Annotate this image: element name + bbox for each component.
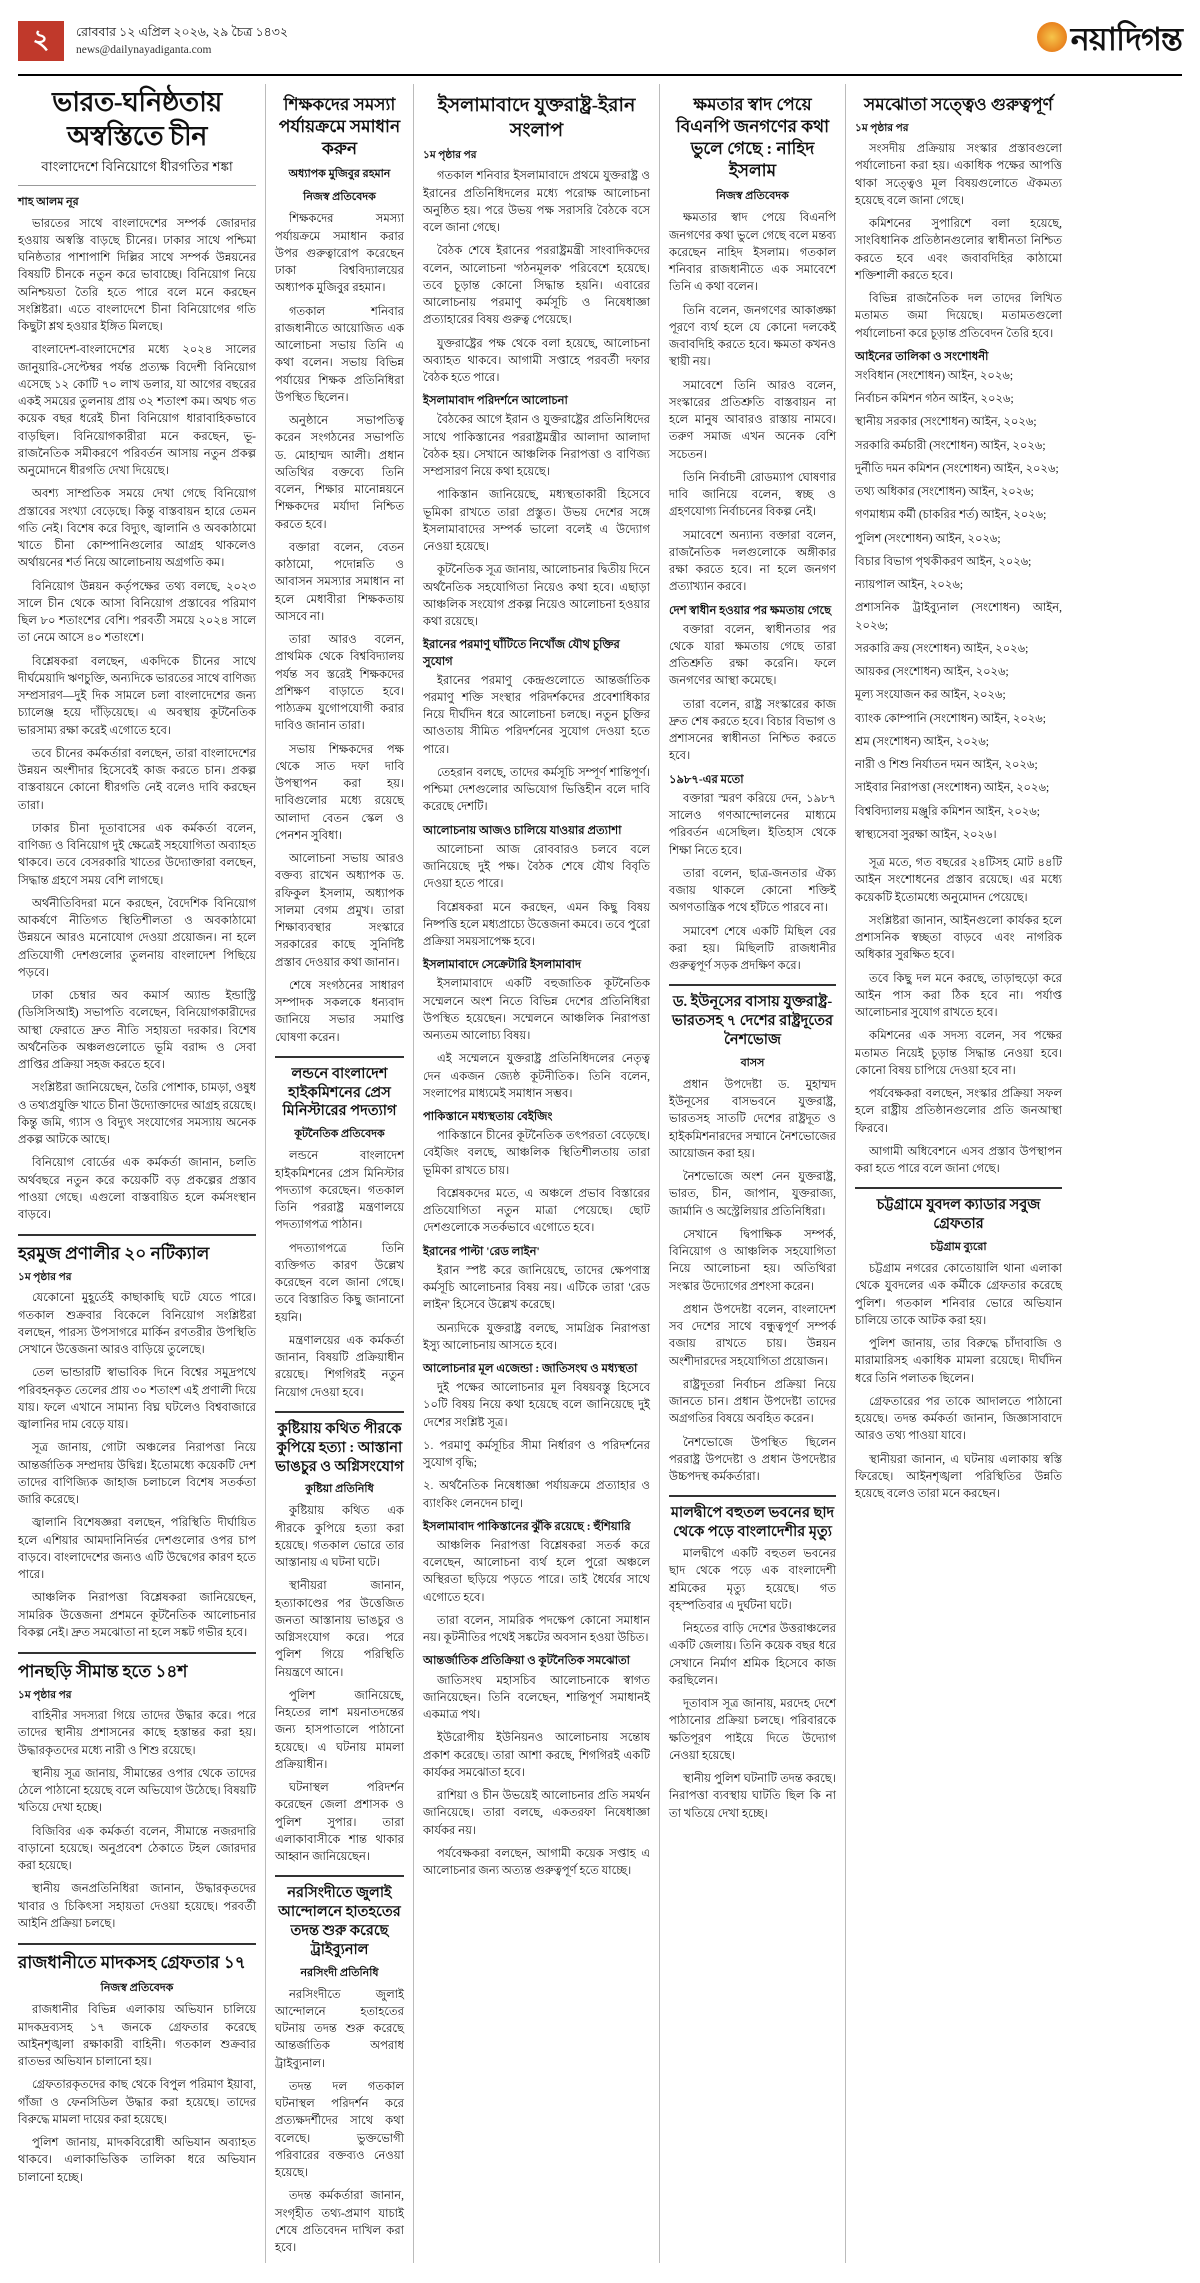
dinner-para: প্রধান উপদেষ্টা বলেন, বাংলাদেশ সব দেশের সাথে বন্ধুত্বপূর্ণ সম্পর্ক বজায় রাখতে চায়। উন্নয়ন অংশীদারদের সহযোগিতা প্রয়োজন। bbox=[669, 1303, 836, 1368]
lead-subheadline: বাংলাদেশে বিনিয়োগে ধীরগতির শঙ্কা bbox=[18, 156, 256, 186]
islamabad-para: ইরানের পরমাণু কেন্দ্রগুলোতে আন্তর্জাতিক পরমাণু শক্তি সংস্থার পরিদর্শকদের প্রবেশাধিকার নিয়ে দীর্ঘদিন ধরে আলোচনা চলছে। নতুন চুক্তির আওতায় সীমিত পরিদর্শনের সুযোগ দেওয়া হতে পারে। bbox=[423, 674, 650, 756]
lead-para: বিনিয়োগ বোর্ডের এক কর্মকর্তা জানান, চলতি অর্থবছরে নতুন করে কয়েকটি বড় প্রকল্পের প্রস্তাব পাওয়া গেছে। এগুলো বাস্তবায়িত হলে কর্মসংস্থান বাড়বে। bbox=[18, 1157, 256, 1221]
subhead-2: ইরানের পরমাণু ঘাঁটিতে নিখোঁজ যৌথ চুক্তির সুযোগ bbox=[423, 639, 620, 668]
law-list-item: আয়কর (সংশোধন) আইন, ২০২৬; bbox=[855, 666, 1009, 679]
islamabad-para: যুক্তরাষ্ট্রের পক্ষ থেকে বলা হয়েছে, আলোচনা অব্যাহত থাকবে। আগামী সপ্তাহে পরবর্তী দফার বৈঠক হতে পারে। bbox=[423, 337, 650, 385]
hormuz-para: তেল ভান্ডারটি স্বাভাবিক দিনে বিশ্বের সমুদ্রপথে পরিবহনকৃত তেলের প্রায় ৩০ শতাংশ এই প্রণালী দিয়ে যায়। ফলে এখানে সামান্য বিঘ্ন ঘটলেও বিশ্ববাজারে জ্বালানির দাম বেড়ে যায়। bbox=[18, 1367, 256, 1432]
teachers-para: সভায় শিক্ষকদের পক্ষ থেকে সাত দফা দাবি উপস্থাপন করা হয়। দাবিগুলোর মধ্যে রয়েছে আলাদা বেতন স্কেল ও পেনশন সুবিধা। bbox=[275, 743, 404, 842]
swad-para: বক্তারা বলেন, স্বাধীনতার পর থেকে যারা ক্ষমতায় গেছে তারা প্রতিশ্রুতি রক্ষা করেনি। ফলে জনগণের আস্থা কমেছে। bbox=[669, 623, 836, 688]
islamabad-list-item: ১. পরমাণু কর্মসূচির সীমা নির্ধারণ ও পরিদর্শনের সুযোগ বৃদ্ধি; bbox=[423, 1439, 650, 1470]
law-list-item: পুলিশ (সংশোধন) আইন, ২০২৬; bbox=[855, 532, 1001, 545]
lead-para: ঢাকা চেম্বার অব কমার্স অ্যান্ড ইন্ডাস্ট্রি (ডিসিসিআই) সভাপতি বলেছেন, বিনিয়োগকারীদের আস্থা ফেরাতে দ্রুত নীতি সহায়তা দরকার। বিশেষ অর্থনৈতিক অঞ্চলগুলোতে ভূমি বরাদ্দ ও সেবা প্রাপ্তির প্রক্রিয়া সহজ করতে হবে। bbox=[18, 990, 256, 1071]
dhaka-para: গ্রেফতারকৃতদের কাছ থেকে বিপুল পরিমাণ ইয়াবা, গাঁজা ও ফেনসিডিল উদ্ধার করা হয়েছে। তাদের বিরুদ্ধে মামলা দায়ের করা হয়েছে। bbox=[18, 2079, 256, 2126]
dinner-para: নৈশভোজে উপস্থিত ছিলেন পররাষ্ট্র উপদেষ্টা ও প্রধান উপদেষ্টার উচ্চপদস্থ কর্মকর্তারা। bbox=[669, 1436, 836, 1484]
law-list-item: বিশ্ববিদ্যালয় মঞ্জুরি কমিশন আইন, ২০২৬; bbox=[855, 805, 1040, 818]
teachers-para: আলোচনা সভায় আরও বক্তব্য রাখেন অধ্যাপক ড. রফিকুল ইসলাম, অধ্যাপক সালমা বেগম প্রমুখ। তারা শিক্ষাব্যবস্থার সংস্কারে সরকারের কাছে সুনির্দিষ্ট প্রস্তাব দেওয়ার কথা জানান। bbox=[275, 853, 404, 969]
jump-line: ১ম পৃষ্ঠার পর bbox=[423, 150, 477, 162]
panchari-para: বিজিবির এক কর্মকর্তা বলেন, সীমান্তে নজরদারি বাড়ানো হয়েছে। অনুপ্রবেশ ঠেকাতে টহল জোরদার করা হয়েছে। bbox=[18, 1825, 256, 1873]
law-list-item: দুর্নীতি দমন কমিশন (সংশোধন) আইন, ২০২৬; bbox=[855, 462, 1059, 475]
islamabad-para: বৈঠকের আগে ইরান ও যুক্তরাষ্ট্রের প্রতিনিধিদের সাথে পাকিস্তানের পররাষ্ট্রমন্ত্রীর আলাদা আলাদা বৈঠক হয়। সেখানে আঞ্চলিক নিরাপত্তা ও বাণিজ্য সম্প্রসারণ নিয়ে কথা হয়েছে। bbox=[423, 414, 650, 479]
islamabad-para: ইউরোপীয় ইউনিয়নও আলোচনায় সন্তোষ প্রকাশ করেছে। তারা আশা করছে, শিগগিরই একটি কার্যকর সমঝোতা হবে। bbox=[423, 1732, 650, 1779]
accord-para: কমিশনের সুপারিশে বলা হয়েছে, সাংবিধানিক প্রতিষ্ঠানগুলোর স্বাধীনতা নিশ্চিত করতে হবে এবং জবাবদিহির কাঠামো শক্তিশালী করতে হবে। bbox=[855, 218, 1062, 282]
lead-headline: ভারত-ঘনিষ্ঠতায় অস্বস্তিতে চীন bbox=[52, 87, 222, 151]
bnp-para: সমাবেশে অন্যান্য বক্তারা বলেন, রাজনৈতিক দলগুলোকে অঙ্গীকার রক্ষা করতে হবে। না হলে জনগণ প্রত্যাখ্যান করবে। bbox=[669, 529, 836, 594]
headline-london: লন্ডনে বাংলাদেশ হাইকমিশনের প্রেস মিনিস্টারের পদত্যাগ bbox=[275, 1056, 404, 1122]
islamabad-para: গতকাল শনিবার ইসলামাবাদে প্রথমে যুক্তরাষ্ট্র ও ইরানের প্রতিনিধিদলের মধ্যে পরোক্ষ আলোচনা অনুষ্ঠিত হয়। পরে উভয় পক্ষ সরাসরি বৈঠকে বসে বলে জানা গেছে। bbox=[423, 170, 650, 235]
headline-bnp: ক্ষমতার স্বাদ পেয়ে বিএনপি জনগণের কথা ভুলে গেছে : নাহিদ ইসলাম bbox=[675, 95, 830, 181]
london-para: মন্ত্রণালয়ের এক কর্মকর্তা জানান, বিষয়টি প্রক্রিয়াধীন রয়েছে। শিগগিরই নতুন নিয়োগ দেওয়া হবে। bbox=[275, 1334, 404, 1399]
islamabad-para: রাশিয়া ও চীন উভয়েই আলোচনার প্রতি সমর্থন জানিয়েছে। তারা বলছে, একতরফা নিষেধাজ্ঞা কার্যকর নয়। bbox=[423, 1790, 650, 1837]
accord-para: সংসদীয় প্রক্রিয়ায় সংস্কার প্রস্তাবগুলো পর্যালোচনা করা হয়। একাধিক পক্ষের আপত্তি থাকা সত্ত্বেও মূল বিষয়গুলোতে ঐকমত্য হয়েছে বলে জানা গেছে। bbox=[855, 143, 1062, 207]
lead-para: ভারতের সাথে বাংলাদেশের সম্পর্ক জোরদার হওয়ায় অস্বস্তি বাড়ছে চীনের। ঢাকার সাথে পশ্চিমা ঘনিষ্ঠতার পাশাপাশি দিল্লির সাথে সম্পর্ক উন্নয়নের বিষয়টি চীনকে নতুন করে ভাবাচ্ছে। বিনিয়োগ নিয়ে অনিশ্চয়তা তৈরি হতে পারে বলে মনে করছেন সংশ্লিষ্টরা। এতে বাংলাদেশে চীনা বিনিয়োগের গতি কিছুটা শ্লথ হওয়ার ইঙ্গিত মিলছে। bbox=[18, 217, 256, 333]
law-list-item: স্বাস্থ্যসেবা সুরক্ষা আইন, ২০২৬। bbox=[855, 828, 997, 841]
dhaka-para: রাজধানীর বিভিন্ন এলাকায় অভিযান চালিয়ে মাদকদ্রব্যসহ ১৭ জনকে গ্রেফতার করেছে আইনশৃঙ্খলা রক্ষাকারী বাহিনী। গতকাল শুক্রবার রাতভর অভিযান চালানো হয়। bbox=[18, 2004, 256, 2069]
subhead-9: আন্তর্জাতিক প্রতিক্রিয়া ও কূটনৈতিক সমঝোতা bbox=[423, 1655, 630, 1668]
headline-kustia: কুষ্টিয়ায় কথিত পীরকে কুপিয়ে হত্যা : আস্তানা ভাঙচুর ও অগ্নিসংযোগ bbox=[275, 1411, 404, 1477]
headline-dhaka-drugs: রাজধানীতে মাদকসহ গ্রেফতার ১৭ bbox=[18, 1943, 256, 1974]
islamabad-para: পাকিস্তানে চীনের কূটনৈতিক তৎপরতা বেড়েছে। বেইজিং বলছে, আঞ্চলিক স্থিতিশীলতায় তারা ভূমিকা রাখতে চায়। bbox=[423, 1130, 650, 1177]
hormuz-para: যেকোনো মুহূর্তেই কাছাকাছি ঘটে যেতে পারে। গতকাল শুক্রবার বিকেলে বিনিয়োগ সংশ্লিষ্টরা বলছেন, পারস্য উপসাগরে মার্কিন রণতরীর উপস্থিতি সেখানে উত্তেজনা আরও বাড়িয়ে তুলেছে। bbox=[18, 1292, 256, 1357]
jump-line: ১ম পৃষ্ঠার পর bbox=[855, 123, 909, 135]
lead-para: বিনিয়োগ উন্নয়ন কর্তৃপক্ষের তথ্য বলছে, ২০২৩ সালে চীন থেকে আসা বিনিয়োগ প্রস্তাবের পরিমাণ ছিল ৮০ শতাংশের বেশি। পরবর্তী সময়ে ২০২৪ সালে তা নেমে আসে ৪০ শতাংশে। bbox=[18, 580, 256, 645]
narsingdi-byline: নরসিংদী প্রতিনিধি bbox=[300, 1966, 379, 1979]
y1987-para: সমাবেশ শেষে একটি মিছিল বের করা হয়। মিছিলটি রাজধানীর গুরুত্বপূর্ণ সড়ক প্রদক্ষিণ করে। bbox=[669, 925, 836, 973]
accord-para: পর্যবেক্ষকরা বলছেন, সংস্কার প্রক্রিয়া সফল হলে রাষ্ট্রীয় প্রতিষ্ঠানগুলোর প্রতি জনআস্থা ফিরবে। bbox=[855, 1088, 1062, 1135]
y1987-para: বক্তারা স্মরণ করিয়ে দেন, ১৯৮৭ সালেও গণআন্দোলনের মাধ্যমে পরিবর্তন এসেছিল। ইতিহাস থেকে শিক্ষা নিতে হবে। bbox=[669, 792, 836, 857]
headline-accord: সমঝোতা সত্ত্বেও গুরুত্বপূর্ণ bbox=[864, 95, 1053, 114]
column-3 bbox=[414, 84, 660, 2263]
dateline: রোববার ১২ এপ্রিল ২০২৬, ২৯ চৈত্র ১৪৩২ bbox=[76, 25, 289, 39]
law-list-item: সংবিধান (সংশোধন) আইন, ২০২৬; bbox=[855, 369, 1014, 382]
dinner-para: সেখানে দ্বিপাক্ষিক সম্পর্ক, বিনিয়োগ ও আঞ্চলিক সহযোগিতা নিয়ে আলোচনা হয়। অতিথিরা সংস্কার উদ্যোগের প্রশংসা করেন। bbox=[669, 1228, 836, 1293]
law-list-item: সাইবার নিরাপত্তা (সংশোধন) আইন, ২০২৬; bbox=[855, 782, 1050, 795]
headline-islamabad: ইসলামাবাদে যুক্তরাষ্ট্র-ইরান সংলাপ bbox=[437, 95, 636, 141]
ctg-para: গ্রেফতারের পর তাকে আদালতে পাঠানো হয়েছে। তদন্ত কর্মকর্তা জানান, জিজ্ঞাসাবাদে আরও তথ্য পাওয়া যাবে। bbox=[855, 1395, 1062, 1443]
islamabad-para: আলোচনা আজ রোববারও চলবে বলে জানিয়েছে দুই পক্ষ। বৈঠক শেষে যৌথ বিবৃতি দেওয়া হতে পারে। bbox=[423, 843, 650, 891]
law-list-item: স্থানীয় সরকার (সংশোধন) আইন, ২০২৬; bbox=[855, 416, 1037, 429]
kustia-para: পুলিশ জানিয়েছে, নিহতের লাশ ময়নাতদন্তের জন্য হাসপাতালে পাঠানো হয়েছে। এ ঘটনায় মামলা প্রক্রিয়াধীন। bbox=[275, 1689, 404, 1771]
law-list-item: নির্বাচন কমিশন গঠন আইন, ২০২৬; bbox=[855, 393, 1014, 406]
lead-para: অর্থনীতিবিদরা মনে করছেন, বৈদেশিক বিনিয়োগ আকর্ষণে নীতিগত স্থিতিশীলতা ও অবকাঠামো উন্নয়নে আরও মনোযোগ দেওয়া প্রয়োজন। না হলে প্রতিযোগী দেশগুলোর তুলনায় বাংলাদেশ পিছিয়ে পড়বে। bbox=[18, 897, 256, 979]
dhaka-para: পুলিশ জানায়, মাদকবিরোধী অভিযান অব্যাহত থাকবে। এলাকাভিত্তিক তালিকা ধরে অভিযান চালানো হচ্ছে। bbox=[18, 2137, 256, 2184]
accord-para: কমিশনের এক সদস্য বলেন, সব পক্ষের মতামত নিয়েই চূড়ান্ত সিদ্ধান্ত নেওয়া হবে। কোনো বিষয় চাপিয়ে দেওয়া হবে না। bbox=[855, 1030, 1062, 1077]
london-para: পদত্যাগপত্রে তিনি ব্যক্তিগত কারণ উল্লেখ করেছেন বলে জানা গেছে। তবে বিস্তারিত কিছু জানানো হয়নি। bbox=[275, 1242, 404, 1324]
column-5 bbox=[846, 84, 1062, 2263]
teachers-subhead: অধ্যাপক মুজিবুর রহমান bbox=[288, 168, 391, 181]
masthead-dateline-block bbox=[76, 23, 288, 59]
islamabad-para: ইসলামাবাদে একটি বহুজাতিক কূটনৈতিক সম্মেলনে অংশ নিতে বিভিন্ন দেশের প্রতিনিধিরা উপস্থিত হয়েছেন। সম্মেলনে আঞ্চলিক নিরাপত্তা অন্যতম আলোচ্য বিষয়। bbox=[423, 978, 650, 1043]
subhead-1: ইসলামাবাদ পরিদর্শনে আলোচনা bbox=[423, 395, 568, 408]
dinner-para: প্রধান উপদেষ্টা ড. মুহাম্মদ ইউনূসের বাসভবনে যুক্তরাষ্ট্র, ভারতসহ সাতটি দেশের রাষ্ট্রদূত ও হাইকমিশনারদের সম্মানে নৈশভোজের আয়োজন করা হয়। bbox=[669, 1078, 836, 1160]
masthead bbox=[18, 14, 1182, 76]
teachers-byline: নিজস্ব প্রতিবেদক bbox=[303, 191, 376, 204]
dinner-para: নৈশভোজে অংশ নেন যুক্তরাষ্ট্র, ভারত, চীন, জাপান, যুক্তরাজ্য, জার্মানি ও অস্ট্রেলিয়ার প্রতিনিধিরা। bbox=[669, 1171, 836, 1218]
lead-byline: শাহ আলম নূর bbox=[18, 195, 79, 208]
islamabad-para: তেহরান বলছে, তাদের কর্মসূচি সম্পূর্ণ শান্তিপূর্ণ। পশ্চিমা দেশগুলোর অভিযোগ ভিত্তিহীন বলে দাবি করেছে দেশটি। bbox=[423, 766, 650, 814]
subhead-7: আলোচনার মূল এজেন্ডা : জাতিসংঘ ও মধ্যস্থতা bbox=[423, 1363, 638, 1376]
panchari-para: স্থানীয় সূত্র জানায়, সীমান্তের ওপার থেকে তাদের ঠেলে পাঠানো হয়েছে বলে অভিযোগ উঠেছে। বিষয়টি খতিয়ে দেখা হচ্ছে। bbox=[18, 1767, 256, 1815]
subhead-4: ইসলামাবাদে সেক্রেটারি ইসলামাবাদ bbox=[423, 959, 582, 972]
teachers-para: অনুষ্ঠানে সভাপতিত্ব করেন সংগঠনের সভাপতি ড. মোহাম্মদ আলী। প্রধান অতিথির বক্তব্যে তিনি বলেন, শিক্ষার মানোন্নয়নে শিক্ষকদের মর্যাদা নিশ্চিত করতে হবে। bbox=[275, 415, 404, 531]
teachers-para: বক্তারা বলেন, বেতন কাঠামো, পদোন্নতি ও আবাসন সমস্যার সমাধান না হলে মেধাবীরা শিক্ষকতায় আসবে না। bbox=[275, 541, 404, 623]
headline-ctg: চট্টগ্রামে যুবদল ক্যাডার সবুজ গ্রেফতার bbox=[855, 1187, 1062, 1234]
law-list-item: ব্যাংক কোম্পানি (সংশোধন) আইন, ২০২৬; bbox=[855, 712, 1046, 725]
headline-maldives: মালদ্বীপে বহুতল ভবনের ছাদ থেকে পড়ে বাংলাদেশীর মৃত্যু bbox=[669, 1495, 836, 1542]
headline-panchari: পানছড়ি সীমান্ত হতে ১৪শ bbox=[18, 1652, 256, 1683]
lead-para: ঢাকার চীনা দূতাবাসের এক কর্মকর্তা বলেন, বাণিজ্য ও বিনিয়োগ দুই ক্ষেত্রেই সহযোগিতা অব্যাহত থাকবে। তবে বেসরকারি খাতের উদ্যোক্তারা বলছেন, সিদ্ধান্ত গ্রহণে সময় বেশি লাগছে। bbox=[18, 822, 256, 887]
accord-para: সূত্র মতে, গত বছরের ২৪টিসহ মোট ৪৪টি আইন সংশোধনের প্রস্তাব রয়েছে। এর মধ্যে কয়েকটি ইতোমধ্যে অনুমোদন পেয়েছে। bbox=[855, 857, 1062, 904]
page-number-badge: ২ bbox=[18, 21, 64, 61]
law-list-item: মূল্য সংযোজন কর আইন, ২০২৬; bbox=[855, 689, 1006, 702]
headline-narsingdi: নরসিংদীতে জুলাই আন্দোলনে হাতহতের তদন্ত শুরু করেছে ট্রাইব্যুনাল bbox=[275, 1875, 404, 1959]
subhead-1987: ১৯৮৭-এর মতো bbox=[669, 773, 744, 786]
islamabad-para: কূটনৈতিক সূত্র জানায়, আলোচনার দ্বিতীয় দিনে অর্থনৈতিক সহযোগিতা নিয়েও কথা হবে। এছাড়া আঞ্চলিক সংযোগ প্রকল্প নিয়েও আলোচনা হওয়ার কথা রয়েছে। bbox=[423, 564, 650, 629]
subhead-swad: দেশ স্বাধীন হওয়ার পর ক্ষমতায় গেছে bbox=[669, 604, 832, 617]
law-list-item: প্রশাসনিক ট্রাইব্যুনাল (সংশোধন) আইন, ২০২৬; bbox=[855, 602, 1062, 632]
teachers-para: গতকাল শনিবার রাজধানীতে আয়োজিত এক আলোচনা সভায় তিনি এ কথা বলেন। সভায় বিভিন্ন পর্যায়ের শিক্ষক প্রতিনিধিরা উপস্থিত ছিলেন। bbox=[275, 305, 404, 404]
islamabad-list-item: ২. অর্থনৈতিক নিষেধাজ্ঞা পর্যায়ক্রমে প্রত্যাহার ও ব্যাংকিং লেনদেন চালু। bbox=[423, 1480, 650, 1510]
maldives-para: দূতাবাস সূত্র জানায়, মরদেহ দেশে পাঠানোর প্রক্রিয়া চলছে। পরিবারকে ক্ষতিপূরণ পাইয়ে দিতে উদ্যোগ নেওয়া হয়েছে। bbox=[669, 1698, 836, 1762]
law-list-item: ন্যায়পাল আইন, ২০২৬; bbox=[855, 579, 964, 592]
jump-line: ১ম পৃষ্ঠার পর bbox=[18, 1690, 72, 1702]
islamabad-para: জাতিসংঘ মহাসচিব আলোচনাকে স্বাগত জানিয়েছেন। তিনি বলেছেন, শান্তিপূর্ণ সমাধানই একমাত্র পথ। bbox=[423, 1674, 650, 1722]
bnp-para: সমাবেশে তিনি আরও বলেন, সংস্কারের প্রতিশ্রুতি বাস্তবায়ন না হলে মানুষ আবারও রাস্তায় নামবে। তরুণ সমাজ এখন অনেক বেশি সচেতন। bbox=[669, 379, 836, 461]
lead-para: সংশ্লিষ্টরা জানিয়েছেন, তৈরি পোশাক, চামড়া, ওষুধ ও তথ্যপ্রযুক্তি খাতে চীনা উদ্যোক্তাদের আগ্রহ রয়েছে। কিন্তু জমি, গ্যাস ও বিদ্যুৎ সংযোগের সমস্যায় অনেক প্রকল্প আটকে আছে। bbox=[18, 1082, 256, 1146]
bnp-para: তিনি নির্বাচনী রোডম্যাপ ঘোষণার দাবি জানিয়ে বলেন, স্বচ্ছ ও গ্রহণযোগ্য নির্বাচনের বিকল্প নেই। bbox=[669, 471, 836, 519]
subhead-6: ইরানের পাল্টা 'রেড লাইন' bbox=[423, 1245, 540, 1258]
kustia-para: স্থানীয়রা জানান, হত্যাকাণ্ডের পর উত্তেজিত জনতা আস্তানায় ভাঙচুর ও অগ্নিসংযোগ করে। পরে পুলিশ গিয়ে পরিস্থিতি নিয়ন্ত্রণে আনে। bbox=[275, 1580, 404, 1679]
london-byline: কূটনৈতিক প্রতিবেদক bbox=[294, 1128, 385, 1141]
islamabad-para: তারা বলেন, সামরিক পদক্ষেপ কোনো সমাধান নয়। কূটনীতির পথেই সঙ্কটের অবসান হওয়া উচিত। bbox=[423, 1614, 650, 1645]
ctg-para: স্থানীয়রা জানান, এ ঘটনায় এলাকায় স্বস্তি ফিরেছে। আইনশৃঙ্খলা পরিস্থিতির উন্নতি হয়েছে বলেও তারা মনে করছেন। bbox=[855, 1453, 1062, 1501]
islamabad-para: অন্যদিকে যুক্তরাষ্ট্র বলছে, সামগ্রিক নিরাপত্তা ইস্যু আলোচনায় আসতে হবে। bbox=[423, 1322, 650, 1352]
hormuz-para: আঞ্চলিক নিরাপত্তা বিশ্লেষকরা জানিয়েছেন, সামরিক উত্তেজনা প্রশমনে কূটনৈতিক আলোচনার বিকল্প নেই। দ্রুত সমঝোতা না হলে সঙ্কট গভীর হবে। bbox=[18, 1592, 256, 1639]
islamabad-para: আঞ্চলিক নিরাপত্তা বিশ্লেষকরা সতর্ক করে বলেছেন, আলোচনা ব্যর্থ হলে পুরো অঞ্চলে অস্থিরতা ছড়িয়ে পড়তে পারে। তাই ধৈর্যের সাথে এগোতে হবে। bbox=[423, 1539, 650, 1604]
teachers-para: শিক্ষকদের সমস্যা পর্যায়ক্রমে সমাধান করার উপর গুরুত্বারোপ করেছেন ঢাকা বিশ্ববিদ্যালয়ের অধ্যাপক মুজিবুর রহমান। bbox=[275, 213, 404, 295]
dinner-byline: বাসস bbox=[740, 1056, 765, 1069]
publication-title: নয়াদিগন্ত bbox=[1070, 21, 1182, 57]
law-list-item: সরকারি কর্মচারী (সংশোধন) আইন, ২০২৬; bbox=[855, 439, 1046, 452]
maldives-para: মালদ্বীপে একটি বহুতল ভবনের ছাদ থেকে পড়ে এক বাংলাদেশী শ্রমিকের মৃত্যু হয়েছে। গত বৃহস্পতিবার এ দুর্ঘটনা ঘটে। bbox=[669, 1548, 836, 1612]
law-list-item: নারী ও শিশু নির্যাতন দমন আইন, ২০২৬; bbox=[855, 759, 1038, 772]
dhaka-byline: নিজস্ব প্রতিবেদক bbox=[100, 1982, 174, 1995]
lead-para: বাংলাদেশ-বাংলাদেশের মধ্যে ২০২৪ সালের জানুয়ারি-সেপ্টেম্বর পর্যন্ত প্রত্যক্ষ বিদেশী বিনিয়োগ এসেছে ১২ কোটি ৭০ লাখ ডলার, যা আগের বছরের একই সময়ের তুলনায় প্রায় ৩২ শতাংশ কম। অথচ গত কয়েক বছর ধরেই চীনা বিনিয়োগ ধারাবাহিকভাবে বাড়ছিল। বিনিয়োগকারীরা মনে করছেন, ভূ-রাজনৈতিক সমীকরণে পরিবর্তন আসায় নতুন প্রকল্প অনুমোদনে ধীরগতি দেখা দিয়েছে। bbox=[18, 344, 256, 477]
subhead-8: ইসলামাবাদ পাকিস্তানের ঝুঁকি রয়েছে : হুঁশিয়ারি bbox=[423, 1520, 631, 1533]
accord-para: আগামী অধিবেশনে এসব প্রস্তাব উপস্থাপন করা হতে পারে বলে জানা গেছে। bbox=[855, 1145, 1062, 1176]
islamabad-para: ইরান স্পষ্ট করে জানিয়েছে, তাদের ক্ষেপণাস্ত্র কর্মসূচি আলোচনার বিষয় নয়। এটিকে তারা 'রেড লাইন' হিসেবে উল্লেখ করেছে। bbox=[423, 1264, 650, 1312]
headline-dinner: ড. ইউনূসের বাসায় যুক্তরাষ্ট্র-ভারতসহ ৭ দেশের রাষ্ট্রদূতের নৈশভোজ bbox=[669, 984, 836, 1050]
panchari-para: বাহিনীর সদস্যরা গিয়ে তাদের উদ্ধার করে। পরে তাদের স্থানীয় প্রশাসনের কাছে হস্তান্তর করা হয়। উদ্ধারকৃতদের মধ্যে নারী ও শিশু রয়েছে। bbox=[18, 1710, 256, 1757]
panchari-para: স্থানীয় জনপ্রতিনিধিরা জানান, উদ্ধারকৃতদের খাবার ও চিকিৎসা সহায়তা দেওয়া হয়েছে। পরবর্তী আইনি প্রক্রিয়া চলছে। bbox=[18, 1883, 256, 1930]
kustia-para: ঘটনাস্থল পরিদর্শন করেছেন জেলা প্রশাসক ও পুলিশ সুপার। তারা এলাকাবাসীকে শান্ত থাকার আহ্বান জানিয়েছেন। bbox=[275, 1782, 404, 1864]
ctg-byline: চট্টগ্রাম ব্যুরো bbox=[930, 1241, 987, 1254]
law-list-item: গণমাধ্যম কর্মী (চাকরির শর্ত) আইন, ২০২৬; bbox=[855, 509, 1047, 522]
ctg-para: পুলিশ জানায়, তার বিরুদ্ধে চাঁদাবাজি ও মারামারিসহ একাধিক মামলা রয়েছে। দীর্ঘদিন ধরে তিনি পলাতক ছিলেন। bbox=[855, 1338, 1062, 1385]
law-list-item: তথ্য অধিকার (সংশোধন) আইন, ২০২৬; bbox=[855, 486, 1034, 499]
swad-para: তারা বলেন, রাষ্ট্র সংস্কারের কাজ দ্রুত শেষ করতে হবে। বিচার বিভাগ ও প্রশাসনের স্বাধীনতা নিশ্চিত করতে হবে। bbox=[669, 698, 836, 763]
accord-para: তবে কিছু দল মনে করছে, তাড়াহুড়ো করে আইন পাস করা ঠিক হবে না। পর্যাপ্ত আলোচনার সুযোগ রাখতে হবে। bbox=[855, 972, 1062, 1020]
dinner-para: রাষ্ট্রদূতরা নির্বাচন প্রক্রিয়া নিয়ে জানতে চান। প্রধান উপদেষ্টা তাদের অগ্রগতির বিষয়ে অবহিত করেন। bbox=[669, 1378, 836, 1426]
islamabad-list-intro: দুই পক্ষের আলোচনার মূল বিষয়বস্তু হিসেবে ১০টি বিষয় নিয়ে কথা হয়েছে বলে জানিয়েছে দুই দেশের সংশ্লিষ্ট সূত্র। bbox=[423, 1382, 650, 1429]
law-list-item: শ্রম (সংশোধন) আইন, ২০২৬; bbox=[855, 735, 989, 748]
hormuz-para: সূত্র জানায়, গোটা অঞ্চলের নিরাপত্তা নিয়ে আন্তর্জাতিক সম্প্রদায় উদ্বিগ্ন। ইতোমধ্যে কয়েকটি দেশ তাদের বাণিজ্যিক জাহাজ চলাচলে বিশেষ সতর্কতা জারি করেছে। bbox=[18, 1442, 256, 1507]
narsingdi-para: নরসিংদীতে জুলাই আন্দোলনে হতাহতের ঘটনায় তদন্ত শুরু করেছে আন্তর্জাতিক অপরাধ ট্রাইব্যুনাল। bbox=[275, 1988, 404, 2070]
teachers-para: তারা আরও বলেন, প্রাথমিক থেকে বিশ্ববিদ্যালয় পর্যন্ত সব স্তরেই শিক্ষকদের প্রশিক্ষণ বাড়াতে হবে। পাঠ্যক্রম যুগোপযোগী করার দাবিও জানান তারা। bbox=[275, 634, 404, 733]
london-para: লন্ডনে বাংলাদেশ হাইকমিশনের প্রেস মিনিস্টার পদত্যাগ করেছেন। গতকাল তিনি পররাষ্ট্র মন্ত্রণালয়ে পদত্যাগপত্র পাঠান। bbox=[275, 1150, 404, 1232]
kustia-para: কুষ্টিয়ায় কথিত এক পীরকে কুপিয়ে হত্যা করা হয়েছে। গতকাল ভোরে তার আস্তানায় এ ঘটনা ঘটে। bbox=[275, 1505, 404, 1570]
lead-para: অবশ্য সাম্প্রতিক সময়ে দেখা গেছে বিনিয়োগ প্রস্তাবের সংখ্যা বেড়েছে। কিন্তু বাস্তবায়ন হারে তেমন গতি নেই। বিশেষ করে বিদ্যুৎ, জ্বালানি ও অবকাঠামো খাতে চীনা কোম্পানিগুলোর আগ্রহ থাকলেও অর্থায়নের শর্ত নিয়ে আলোচনায় অগ্রগতি কম। bbox=[18, 488, 256, 570]
accord-para: সংশ্লিষ্টরা জানান, আইনগুলো কার্যকর হলে প্রশাসনিক স্বচ্ছতা বাড়বে এবং নাগরিক অধিকার সুরক্ষিত হবে। bbox=[855, 914, 1062, 962]
islamabad-para: বিশ্লেষকদের মতে, এ অঞ্চলে প্রভাব বিস্তারের প্রতিযোগিতা নতুন মাত্রা পেয়েছে। ছোট দেশগুলোকে সতর্কভাবে এগোতে হবে। bbox=[423, 1187, 650, 1235]
islamabad-para: বিশ্লেষকরা মনে করছেন, এমন কিছু বিষয় নিষ্পত্তি হলে মধ্যপ্রাচ্যে উত্তেজনা কমবে। তবে পুরো প্রক্রিয়া সময়সাপেক্ষ হবে। bbox=[423, 901, 650, 948]
bnp-para: তিনি বলেন, জনগণের আকাঙ্ক্ষা পূরণে ব্যর্থ হলে যে কোনো দলকেই জবাবদিহি করতে হবে। ক্ষমতা কখনও স্থায়ী নয়। bbox=[669, 304, 836, 369]
column-2 bbox=[266, 84, 414, 2263]
maldives-para: নিহতের বাড়ি দেশের উত্তরাঞ্চলের একটি জেলায়। তিনি কয়েক বছর ধরে সেখানে নির্মাণ শ্রমিক হিসেবে কাজ করছিলেন। bbox=[669, 1623, 836, 1687]
law-list-item: সরকারি ক্রয় (সংশোধন) আইন, ২০২৬; bbox=[855, 642, 1029, 655]
ctg-para: চট্টগ্রাম নগরের কোতোয়ালি থানা এলাকা থেকে যুবদলের এক কর্মীকে গ্রেফতার করেছে পুলিশ। গতকাল শনিবার ভোরে অভিযান চালিয়ে তাকে আটক করা হয়। bbox=[855, 1263, 1062, 1327]
lead-para: বিশ্লেষকরা বলছেন, একদিকে চীনের সাথে দীর্ঘমেয়াদি ঋণচুক্তি, অন্যদিকে ভারতের সাথে বাণিজ্য সম্প্রসারণ—দুই দিক সামলে চলা বাংলাদেশের জন্য চ্যালেঞ্জ হয়ে দাঁড়িয়েছে। এ অবস্থায় কূটনৈতিক ভারসাম্য রক্ষা করেই এগোতে হবে। bbox=[18, 655, 256, 737]
law-list-item: বিচার বিভাগ পৃথকীকরণ আইন, ২০২৬; bbox=[855, 555, 1032, 568]
islamabad-para: বৈঠক শেষে ইরানের পররাষ্ট্রমন্ত্রী সাংবাদিকদের বলেন, আলোচনা 'গঠনমূলক' পরিবেশে হয়েছে। তবে চূড়ান্ত কোনো সিদ্ধান্ত হয়নি। এবারের আলোচনায় পরমাণু কর্মসূচি ও নিষেধাজ্ঞা প্রত্যাহারের বিষয় গুরুত্ব পেয়েছে। bbox=[423, 245, 650, 327]
islamabad-para: পাকিস্তান জানিয়েছে, মধ্যস্থতাকারী হিসেবে ভূমিকা রাখতে তারা প্রস্তুত। উভয় দেশের সঙ্গে ইসলামাবাদের সম্পর্ক ভালো বলেই এ উদ্যোগ নেওয়া হয়েছে। bbox=[423, 489, 650, 554]
bnp-para: ক্ষমতার স্বাদ পেয়ে বিএনপি জনগণের কথা ভুলে গেছে বলে মন্তব্য করেছেন নাহিদ ইসলাম। গতকাল শনিবার রাজধানীতে এক সমাবেশে তিনি এ কথা বলেন। bbox=[669, 212, 836, 294]
teachers-para: শেষে সংগঠনের সাধারণ সম্পাদক সকলকে ধন্যবাদ জানিয়ে সভার সমাপ্তি ঘোষণা করেন। bbox=[275, 979, 404, 1044]
hormuz-para: জ্বালানি বিশেষজ্ঞরা বলছেন, পরিস্থিতি দীর্ঘায়িত হলে এশিয়ার আমদানিনির্ভর দেশগুলোর ওপর চাপ বাড়বে। বাংলাদেশের জন্যও এটি উদ্বেগের কারণ হতে পারে। bbox=[18, 1517, 256, 1582]
narsingdi-para: তদন্ত কর্মকর্তারা জানান, সংগৃহীত তথ্য-প্রমাণ যাচাই শেষে প্রতিবেদন দাখিল করা হবে। bbox=[275, 2190, 404, 2255]
narsingdi-para: তদন্ত দল গতকাল ঘটনাস্থল পরিদর্শন করে প্রত্যক্ষদর্শীদের সাথে কথা বলেছে। ভুক্তভোগী পরিবারের বক্তব্যও নেওয়া হয়েছে। bbox=[275, 2080, 404, 2180]
kustia-byline: কুষ্টিয়া প্রতিনিধি bbox=[305, 1483, 374, 1496]
islamabad-para: পর্যবেক্ষকরা বলছেন, আগামী কয়েক সপ্তাহ এ আলোচনার জন্য অত্যন্ত গুরুত্বপূর্ণ হতে যাচ্ছে। bbox=[423, 1847, 650, 1878]
lead-para: তবে চীনের কর্মকর্তারা বলছেন, তারা বাংলাদেশের উন্নয়ন অংশীদার হিসেবেই কাজ করতে চান। প্রকল্প বাস্তবায়নে কোনো ধীরগতি নেই বলেও দাবি করছেন তারা। bbox=[18, 747, 256, 812]
contact-email: news@dailynayadiganta.com bbox=[76, 43, 212, 56]
headline-teachers: শিক্ষকদের সমস্যা পর্যায়ক্রমে সমাধান করুন bbox=[278, 95, 401, 159]
masthead-logo bbox=[1037, 14, 1182, 68]
subhead-5: পাকিস্তানে মধ্যস্থতায় বেইজিং bbox=[423, 1111, 553, 1124]
bnp-byline: নিজস্ব প্রতিবেদক bbox=[716, 190, 789, 203]
jump-line: ১ম পৃষ্ঠার পর bbox=[18, 1272, 72, 1284]
subhead-laws: আইনের তালিকা ও সংশোধনী bbox=[855, 350, 989, 363]
islamabad-para: এই সম্মেলনে যুক্তরাষ্ট্র প্রতিনিধিদলের নেতৃত্ব দেন একজন জ্যেষ্ঠ কূটনীতিক। তিনি বলেন, সংলাপের মাধ্যমেই সমাধান সম্ভব। bbox=[423, 1053, 650, 1100]
y1987-para: তারা বলেন, ছাত্র-জনতার ঐক্য বজায় থাকলে কোনো শক্তিই অগণতান্ত্রিক পথে হাঁটতে পারবে না। bbox=[669, 867, 836, 915]
maldives-para: স্থানীয় পুলিশ ঘটনাটি তদন্ত করছে। নিরাপত্তা ব্যবস্থায় ঘাটতি ছিল কি না তা খতিয়ে দেখা হচ্ছে। bbox=[669, 1773, 836, 1820]
accord-para: বিভিন্ন রাজনৈতিক দল তাদের লিখিত মতামত জমা দিয়েছে। মতামতগুলো পর্যালোচনা করে চূড়ান্ত প্রতিবেদন তৈরি হবে। bbox=[855, 293, 1062, 340]
subhead-3: আলোচনায় আজও চালিয়ে যাওয়ার প্রত্যাশা bbox=[423, 824, 622, 837]
columns-container bbox=[18, 84, 1182, 2263]
sun-icon bbox=[1037, 22, 1067, 52]
column-4 bbox=[660, 84, 846, 2263]
headline-hormuz: হরমুজ প্রণালীর ২০ নটিক্যাল bbox=[18, 1234, 256, 1265]
column-1 bbox=[18, 84, 266, 2263]
